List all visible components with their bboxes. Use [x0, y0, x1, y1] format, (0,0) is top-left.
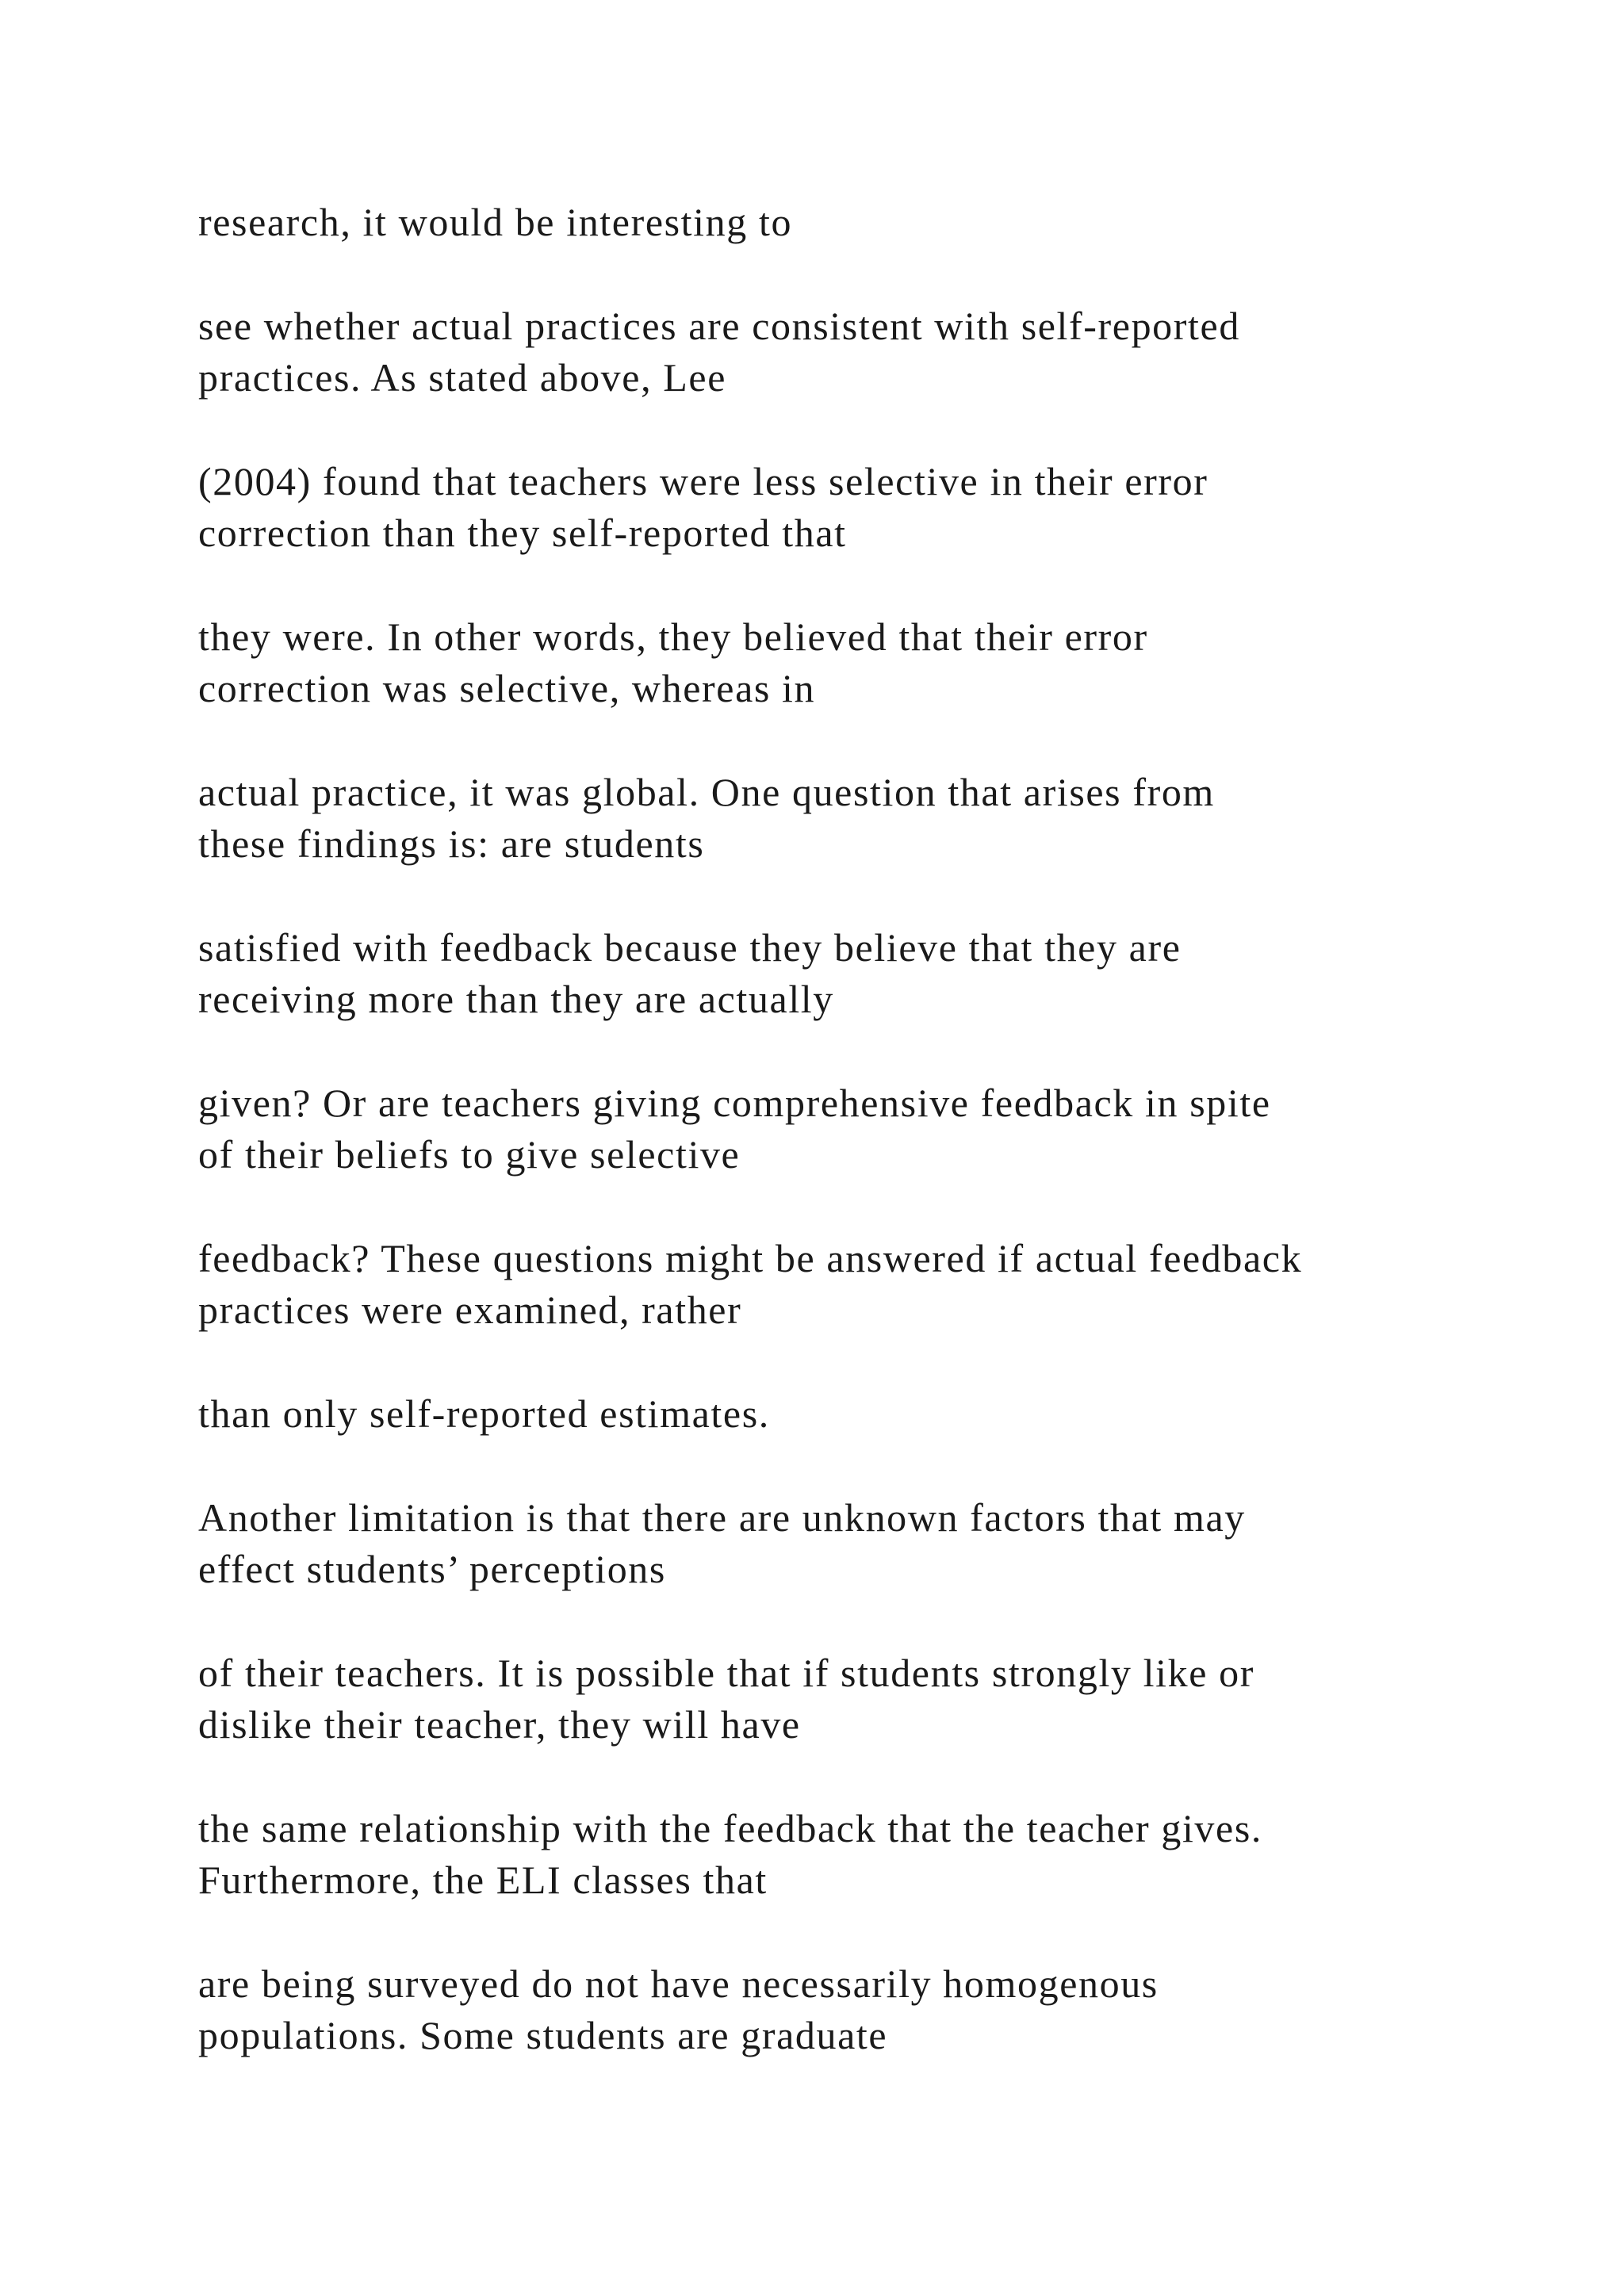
paragraph-2: see whether actual practices are consistent with self-reported practices. As stated above, Lee — [198, 304, 1240, 400]
paragraph-8: feedback? These questions might be answered if actual feedback practices were examined, rather — [198, 1236, 1303, 1332]
paragraph-6: satisfied with feedback because they believe that they are receiving more than they are actually — [198, 925, 1182, 1021]
body-text — [198, 197, 1546, 2114]
paragraph-7: given? Or are teachers giving comprehensive feedback in spite of their beliefs to give selective — [198, 1081, 1271, 1177]
paragraph-12: the same relationship with the feedback that the teacher gives. Furthermore, the ELI classes that — [198, 1806, 1262, 1902]
paragraph-13: are being surveyed do not have necessarily homogenous populations. Some students are graduate — [198, 1961, 1159, 2057]
paragraph-4: they were. In other words, they believed that their error correction was selective, whereas in — [198, 614, 1148, 710]
paragraph-11: of their teachers. It is possible that if students strongly like or dislike their teacher, they will have — [198, 1651, 1254, 1747]
paragraph-5: actual practice, it was global. One question that arises from these findings is: are students — [198, 770, 1215, 866]
paragraph-1: research, it would be interesting to — [198, 200, 793, 244]
paragraph-10: Another limitation is that there are unknown factors that may effect students’ perceptions — [198, 1495, 1246, 1591]
paragraph-3: (2004) found that teachers were less selective in their error correction than they self-reported that — [198, 459, 1208, 555]
paragraph-9: than only self-reported estimates. — [198, 1391, 770, 1436]
